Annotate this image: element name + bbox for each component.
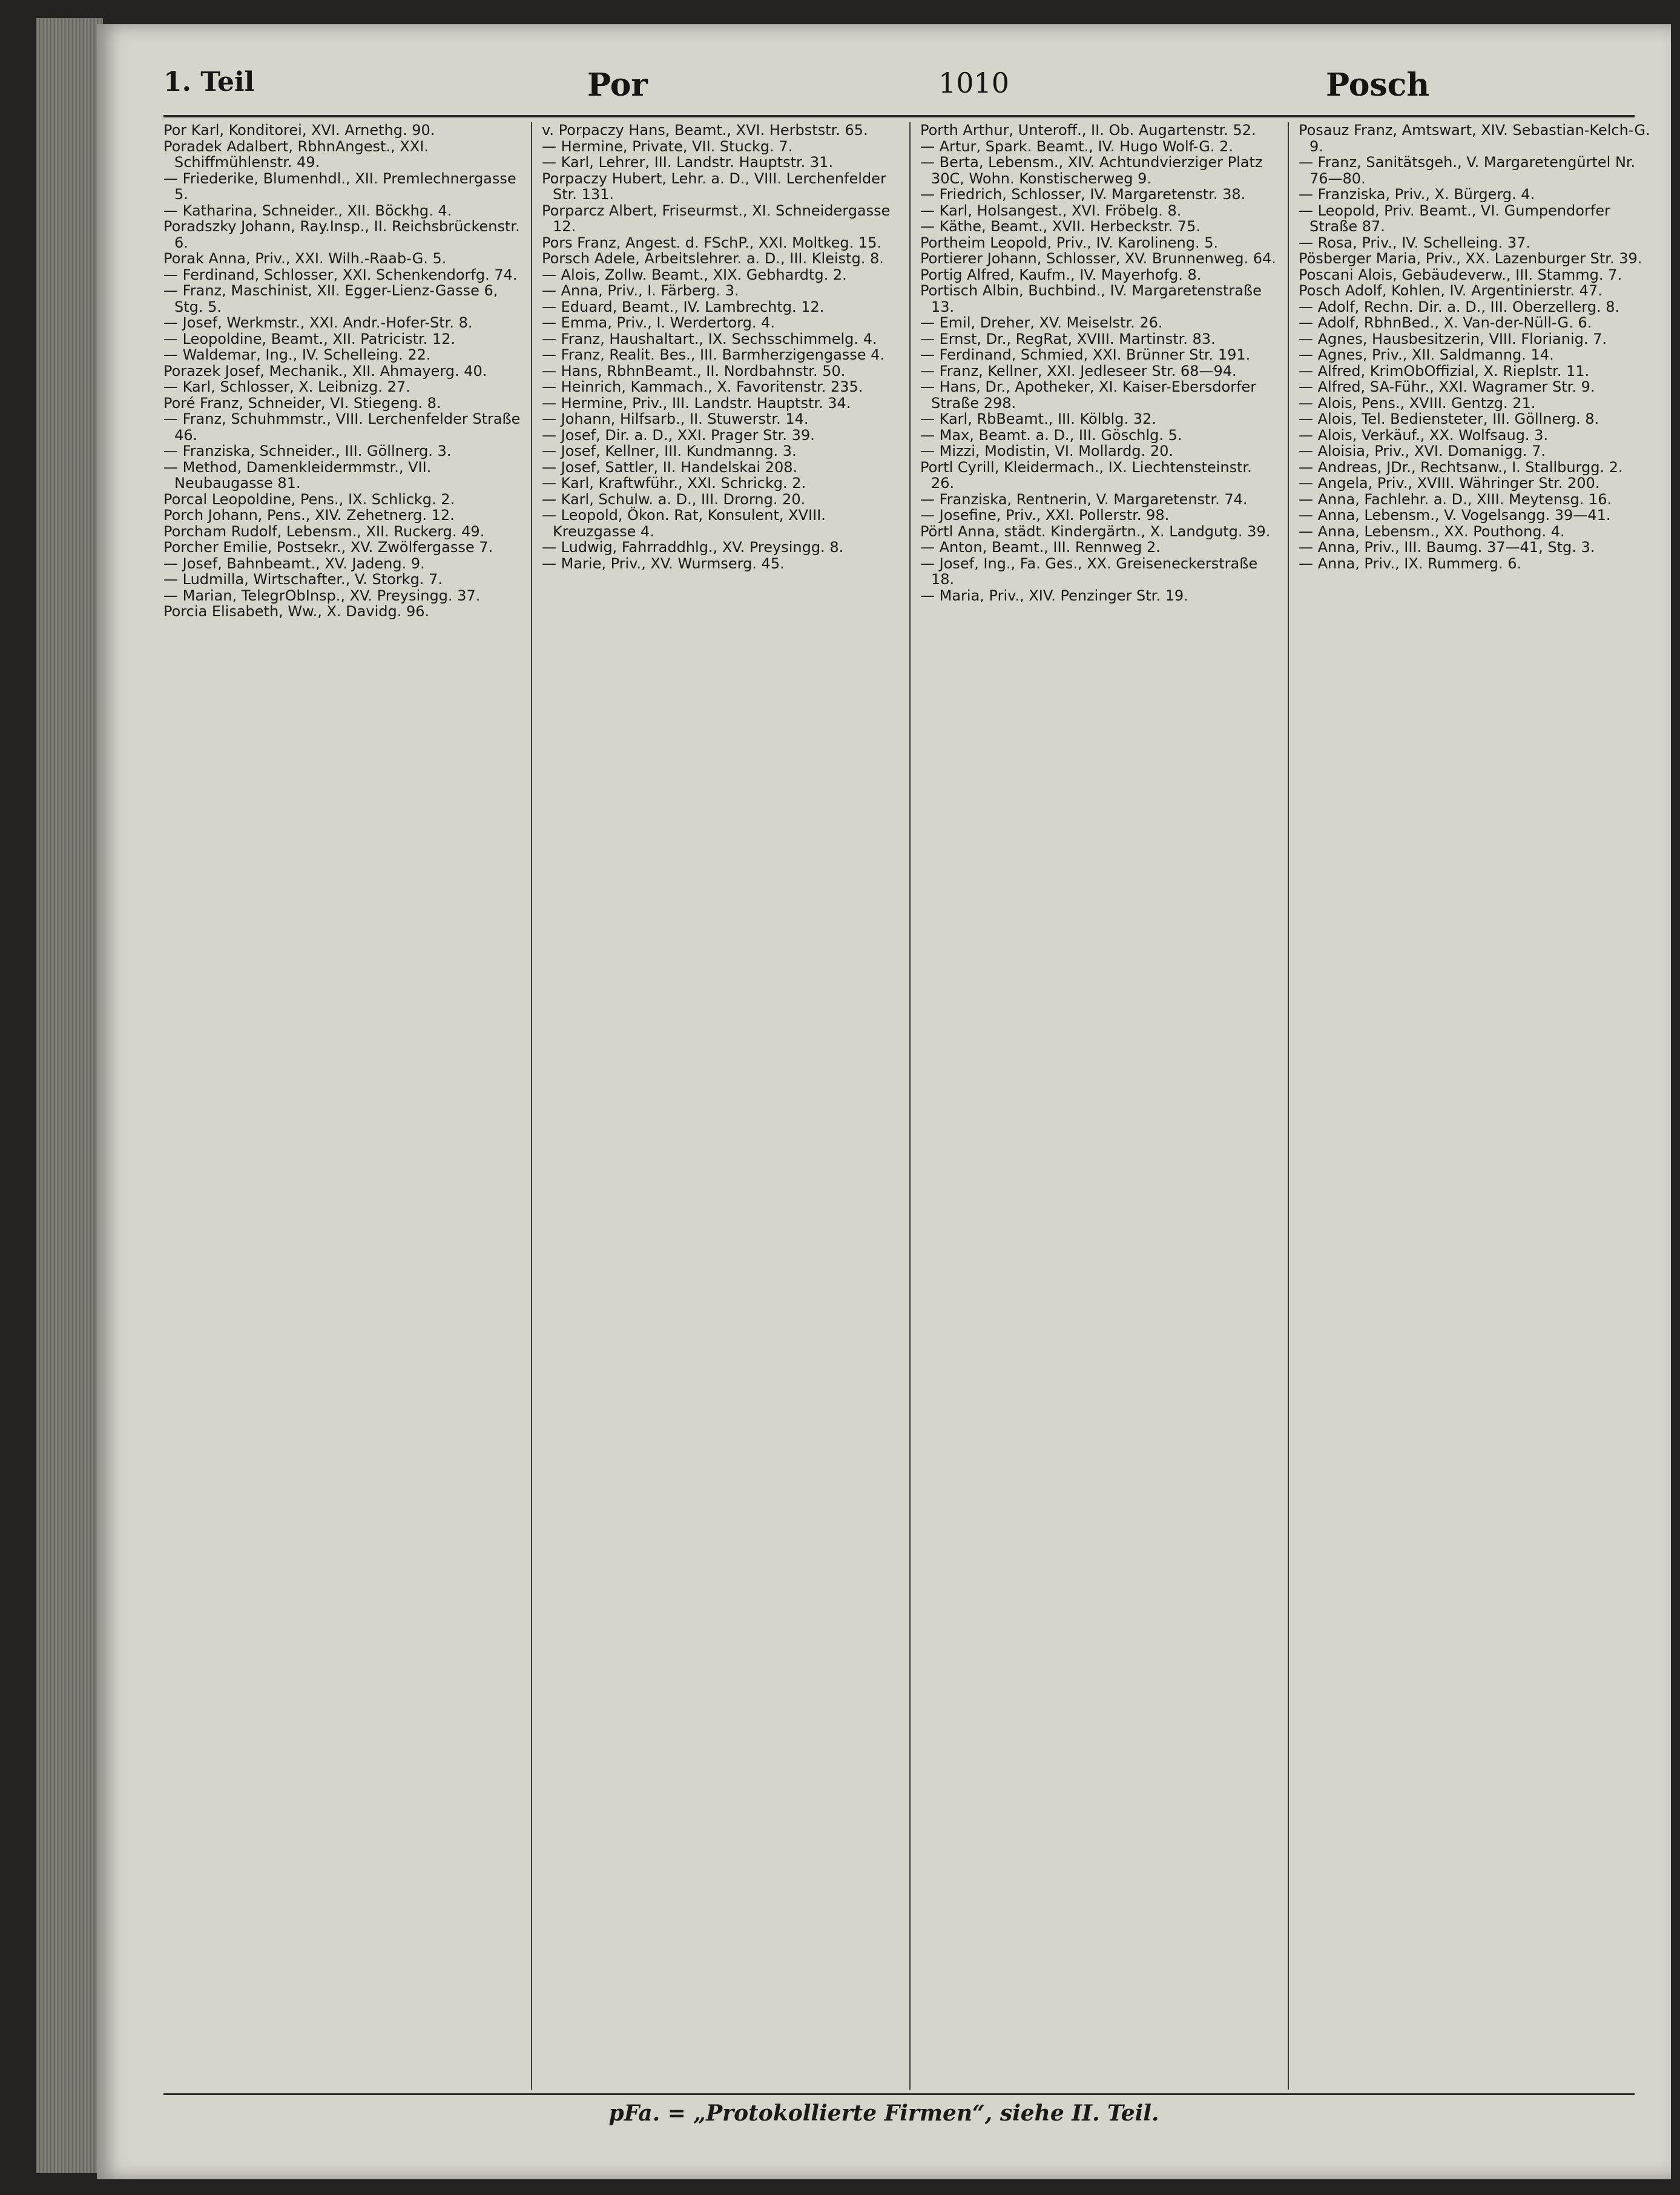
directory-entry: — Friedrich, Schlosser, IV. Margaretenstr. 38. [920,186,1246,203]
directory-entry: — Franz, Schuhmmstr., VIII. Lerchenfelder Straße 46. [163,410,521,444]
directory-entry: — Hans, RbhnBeamt., II. Nordbahnstr. 50. [542,362,846,380]
directory-entry: — Mizzi, Modistin, VI. Mollardg. 20. [920,443,1173,459]
directory-entry: — Alois, Zollw. Beamt., XIX. Gebhardtg. 2. [542,266,847,283]
directory-entry: — Alois, Pens., XVIII. Gentzg. 21. [1299,394,1536,412]
directory-entry: — Karl, Schulw. a. D., III. Drorng. 20. [542,490,806,508]
directory-entry: — Anna, Fachlehr. a. D., XIII. Meytensg. 16. [1299,490,1612,508]
directory-entry: Poradek Adalbert, RbhnAngest., XXI. Schiffmühlenstr. 49. [163,137,429,171]
directory-entry: Pörtl Anna, städt. Kindergärtn., X. Landgutg. 39. [920,522,1271,540]
directory-entry: v. Porpaczy Hans, Beamt., XVI. Herbststr. 65. [542,122,868,139]
directory-entry: — Josef, Werkmstr., XXI. Andr.-Hofer-Str. 8. [163,314,473,331]
directory-entry: — Berta, Lebensm., XIV. Achtundvierziger Platz 30C, Wohn. Konstischerweg 9. [920,154,1263,187]
directory-entry: — Franz, Sanitätsgeh., V. Margaretengürtel Nr. 76—80. [1299,154,1636,187]
directory-entry: — Alois, Verkäuf., XX. Wolfsaug. 3. [1299,426,1549,444]
directory-entry: — Agnes, Priv., XII. Saldmanng. 14. [1299,346,1554,363]
directory-columns [163,122,1650,2090]
directory-entry: Pösberger Maria, Priv., XX. Lazenburger Str. 39. [1299,250,1642,267]
directory-entry: — Ludmilla, Wirtschafter., V. Storkg. 7. [163,571,443,588]
directory-entry: — Karl, Schlosser, X. Leibnizg. 27. [163,378,410,395]
directory-entry: — Josef, Sattler, II. Handelskai 208. [542,458,798,476]
directory-entry: — Josef, Bahnbeamt., XV. Jadeng. 9. [163,555,425,572]
directory-entry: — Ludwig, Fahrraddhlg., XV. Preysingg. 8. [542,539,844,556]
directory-page [97,24,1671,2179]
column-divider [1288,122,1289,2090]
directory-entry: Porcal Leopoldine, Pens., IX. Schlickg. 2. [163,490,455,508]
directory-entry: Por Karl, Konditorei, XVI. Arnethg. 90. [163,122,435,139]
directory-entry: Porparcz Albert, Friseurmst., XI. Schneidergasse 12. [542,202,891,235]
directory-entry: Portheim Leopold, Priv., IV. Karolineng. 5. [920,234,1219,251]
directory-entry: — Waldemar, Ing., IV. Schelleing. 22. [163,346,431,363]
directory-entry: — Ferdinand, Schlosser, XXI. Schenkendorfg. 74. [163,266,518,283]
directory-entry: — Alois, Tel. Bediensteter, III. Göllnerg. 8. [1299,410,1599,427]
column-1 [163,122,521,2090]
book-page-edges [36,18,103,2173]
directory-entry: — Friederike, Blumenhdl., XII. Premlechnergasse 5. [163,169,516,203]
directory-entry: Porcia Elisabeth, Ww., X. Davidg. 96. [163,603,430,620]
directory-entry: Posauz Franz, Amtswart, XIV. Sebastian-Kelch-G. 9. [1299,122,1650,155]
directory-entry: — Agnes, Hausbesitzerin, VIII. Florianig. 7. [1299,330,1607,347]
directory-entry: — Katharina, Schneider., XII. Böckhg. 4. [163,202,452,219]
directory-entry: — Josef, Kellner, III. Kundmanng. 3. [542,443,797,459]
directory-entry: — Johann, Hilfsarb., II. Stuwerstr. 14. [542,410,809,427]
directory-entry: — Method, Damenkleidermmstr., VII. Neubaugasse 81. [163,458,432,492]
directory-entry: — Ernst, Dr., RegRat, XVIII. Martinstr. 83. [920,330,1216,347]
directory-entry: — Anton, Beamt., III. Rennweg 2. [920,539,1161,556]
directory-entry: — Anna, Lebensm., V. Vogelsangg. 39—41. [1299,507,1611,524]
directory-entry: — Karl, Holsangest., XVI. Fröbelg. 8. [920,202,1182,219]
column-divider [531,122,532,2090]
directory-entry: Posch Adolf, Kohlen, IV. Argentinierstr. 47. [1299,282,1603,299]
directory-entry: — Alfred, KrimObOffizial, X. Rieplstr. 11. [1299,362,1590,380]
directory-entry: Poscani Alois, Gebäudeverw., III. Stammg. 7. [1299,266,1622,283]
directory-entry: Porcham Rudolf, Lebensm., XII. Ruckerg. 49. [163,522,485,540]
directory-entry: — Anna, Priv., III. Baumg. 37—41, Stg. 3. [1299,539,1595,556]
directory-entry: — Josefine, Priv., XXI. Pollerstr. 98. [920,507,1170,524]
directory-entry: — Karl, Lehrer, III. Landstr. Hauptstr. 31. [542,154,834,171]
directory-entry: Poradszky Johann, Ray.Insp., II. Reichsbrückenstr. 6. [163,218,520,251]
directory-entry: — Franziska, Rentnerin, V. Margaretenstr. 74. [920,490,1248,508]
directory-entry: — Karl, RbBeamt., III. Kölblg. 32. [920,410,1156,427]
directory-entry: — Franz, Kellner, XXI. Jedleseer Str. 68—94. [920,362,1237,380]
directory-entry: — Andreas, JDr., Rechtsanw., I. Stallburgg. 2. [1299,458,1623,476]
directory-entry: — Franziska, Priv., X. Bürgerg. 4. [1299,186,1535,203]
directory-entry: Porsch Adele, Arbeitslehrer. a. D., III. Kleistg. 8. [542,250,884,267]
directory-entry: — Heinrich, Kammach., X. Favoritenstr. 235. [542,378,863,395]
column-3 [920,122,1277,2090]
directory-entry: — Hans, Dr., Apotheker, XI. Kaiser-Ebersdorfer Straße 298. [920,378,1257,412]
directory-entry: Porth Arthur, Unteroff., II. Ob. Augartenstr. 52. [920,122,1256,139]
footer-note: pFa. = „Protokollierte Firmen“, siehe II. Teil. [608,2101,1159,2126]
directory-entry: — Hermine, Priv., III. Landstr. Hauptstr. 34. [542,394,851,412]
directory-entry: Portierer Johann, Schlosser, XV. Brunnenweg. 64. [920,250,1276,267]
directory-entry: — Franziska, Schneider., III. Göllnerg. 3. [163,443,452,459]
directory-entry: — Leopold, Priv. Beamt., VI. Gumpendorfer Straße 87. [1299,202,1610,235]
page-number: 1010 [938,67,1010,99]
directory-entry: — Adolf, Rechn. Dir. a. D., III. Oberzellerg. 8. [1299,298,1620,315]
directory-entry: Porazek Josef, Mechanik., XII. Ahmayerg. 40. [163,362,487,380]
directory-entry: — Adolf, RbhnBed., X. Van-der-Nüll-G. 6. [1299,314,1592,331]
directory-entry: — Josef, Dir. a. D., XXI. Prager Str. 39. [542,426,815,444]
directory-entry: — Max, Beamt. a. D., III. Göschlg. 5. [920,426,1182,444]
directory-entry: — Artur, Spark. Beamt., IV. Hugo Wolf-G. 2. [920,137,1234,155]
directory-entry: — Franz, Maschinist, XII. Egger-Lienz-Gasse 6, Stg. 5. [163,282,498,315]
directory-entry: Poré Franz, Schneider, VI. Stiegeng. 8. [163,394,441,412]
directory-entry: Portig Alfred, Kaufm., IV. Mayerhofg. 8. [920,266,1202,283]
directory-entry: — Alfred, SA-Führ., XXI. Wagramer Str. 9. [1299,378,1595,395]
running-head [163,61,1635,115]
directory-entry: — Leopold, Ökon. Rat, Konsulent, XVIII. Kreuzgasse 4. [542,507,826,540]
part-label: 1. Teil [163,67,255,97]
column-divider [909,122,911,2090]
first-keyword: Por [587,67,648,104]
last-keyword: Posch [1326,67,1430,104]
directory-entry: — Anna, Lebensm., XX. Pouthong. 4. [1299,522,1565,540]
footer-rule [163,2093,1635,2095]
directory-entry: Porak Anna, Priv., XXI. Wilh.-Raab-G. 5. [163,250,447,267]
directory-entry: — Anna, Priv., I. Färberg. 3. [542,282,739,299]
directory-entry: — Maria, Priv., XIV. Penzinger Str. 19. [920,587,1188,604]
directory-entry: — Josef, Ing., Fa. Ges., XX. Greiseneckerstraße 18. [920,555,1258,588]
directory-entry: Porch Johann, Pens., XIV. Zehetnerg. 12. [163,507,455,524]
directory-entry: — Emil, Dreher, XV. Meiselstr. 26. [920,314,1163,331]
directory-entry: — Käthe, Beamt., XVII. Herbeckstr. 75. [920,218,1201,235]
directory-entry: Portl Cyrill, Kleidermach., IX. Liechtensteinstr. 26. [920,458,1252,492]
header-rule [163,115,1635,117]
directory-entry: — Anna, Priv., IX. Rummerg. 6. [1299,555,1522,572]
column-2 [542,122,899,2090]
column-4 [1299,122,1656,2090]
directory-entry: — Hermine, Private, VII. Stuckg. 7. [542,137,793,155]
directory-entry: Portisch Albin, Buchbind., IV. Margaretenstraße 13. [920,282,1262,315]
directory-entry: — Leopoldine, Beamt., XII. Patricistr. 12. [163,330,456,347]
directory-entry: — Emma, Priv., I. Werdertorg. 4. [542,314,775,331]
directory-entry: — Karl, Kraftwführ., XXI. Schrickg. 2. [542,475,806,492]
directory-entry: — Franz, Realit. Bes., III. Barmherzigengasse 4. [542,346,885,363]
directory-entry: — Rosa, Priv., IV. Schelleing. 37. [1299,234,1530,251]
directory-entry: — Aloisia, Priv., XVI. Domanigg. 7. [1299,443,1546,459]
directory-entry: — Ferdinand, Schmied, XXI. Brünner Str. 191. [920,346,1251,363]
directory-entry: — Marie, Priv., XV. Wurmserg. 45. [542,555,785,572]
directory-entry: — Angela, Priv., XVIII. Währinger Str. 200. [1299,475,1600,492]
directory-entry: — Franz, Haushaltart., IX. Sechsschimmelg. 4. [542,330,877,347]
directory-entry: Pors Franz, Angest. d. FSchP., XXI. Moltkeg. 15. [542,234,882,251]
directory-entry: — Eduard, Beamt., IV. Lambrechtg. 12. [542,298,825,315]
directory-entry: Porcher Emilie, Postsekr., XV. Zwölfergasse 7. [163,539,493,556]
directory-entry: — Marian, TelegrObInsp., XV. Preysingg. 37. [163,587,481,604]
directory-entry: Porpaczy Hubert, Lehr. a. D., VIII. Lerchenfelder Str. 131. [542,169,886,203]
